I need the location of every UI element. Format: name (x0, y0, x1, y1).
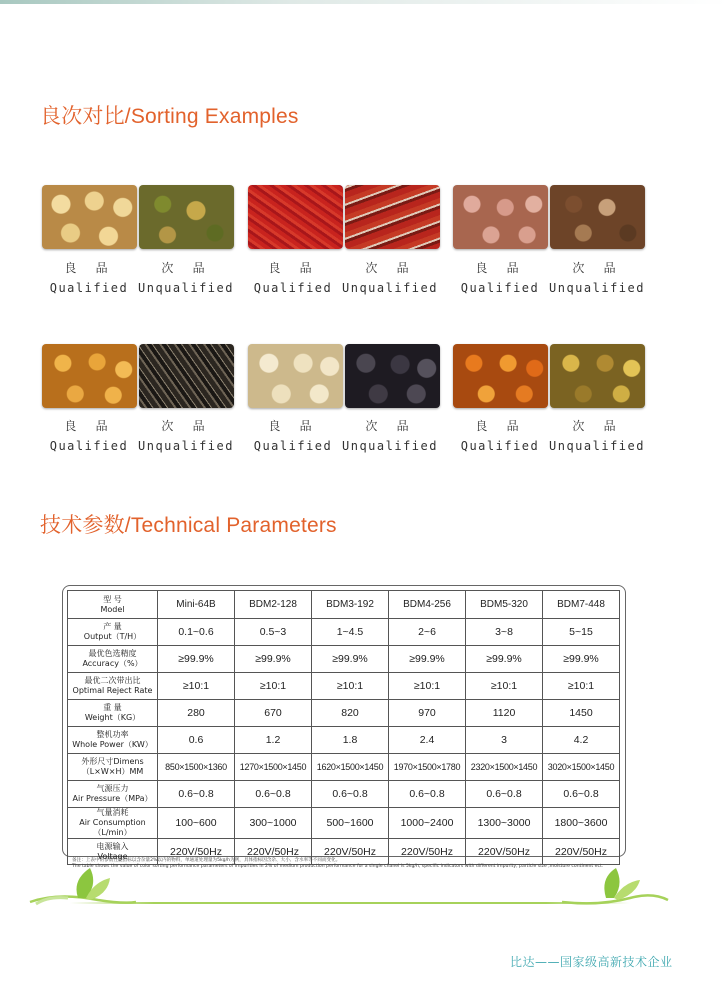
table-cell: 1120 (466, 700, 543, 727)
table-cell: 1300~3000 (466, 808, 543, 839)
table-cell: 500~1600 (312, 808, 389, 839)
table-cell: 0.6~0.8 (543, 781, 620, 808)
photo-corn-unqualified (550, 344, 645, 408)
row-label: 最优二次带出比 Optimal Reject Rate (68, 673, 158, 700)
row-label: 气源压力 Air Pressure（MPa） (68, 781, 158, 808)
table-cell: ≥99.9% (466, 646, 543, 673)
table-cell: 970 (389, 700, 466, 727)
model-header: BDM5-320 (466, 591, 543, 619)
table-row-air-consumption (68, 808, 620, 839)
caption-sunflower-seed-unqualified: 次 品 Unqualified (138, 419, 234, 453)
row-label: 电源输入 Voltage (68, 839, 158, 865)
table-cell: ≥10:1 (466, 673, 543, 700)
photo-soybean-qualified (42, 185, 137, 249)
table-cell: 220V/50Hz (466, 839, 543, 865)
table-cell: 1.8 (312, 727, 389, 754)
table-cell: 0.6 (158, 727, 235, 754)
parameters-table (67, 590, 620, 865)
caption-lotus-seed-unqualified: 次 品 Unqualified (342, 419, 438, 453)
table-cell: 1800~3600 (543, 808, 620, 839)
photo-corn-kernel-qualified (42, 344, 137, 408)
top-rule (0, 0, 728, 4)
row-label: 型 号 Model (68, 591, 158, 619)
caption-corn-kernel-qualified: 良 品 Qualified (49, 419, 129, 453)
caption-peanut-qualified: 良 品 Qualified (460, 261, 540, 295)
table-cell: 100~600 (158, 808, 235, 839)
footer-slogan: 比达——国家级高新技术企业 (510, 955, 673, 969)
caption-soybean-unqualified: 次 品 Unqualified (138, 261, 234, 295)
photo-corn-qualified (453, 344, 548, 408)
table-row-weight (68, 700, 620, 727)
table-cell: 1270×1500×1450 (235, 754, 312, 781)
table-cell: ≥99.9% (312, 646, 389, 673)
table-cell: 2320×1500×1450 (466, 754, 543, 781)
table-cell: 0.6~0.8 (466, 781, 543, 808)
table-cell: 0.6~0.8 (312, 781, 389, 808)
table-cell: 2.4 (389, 727, 466, 754)
table-cell: 3~8 (466, 619, 543, 646)
model-header: BDM3-192 (312, 591, 389, 619)
table-cell: 5~15 (543, 619, 620, 646)
table-cell: ≥10:1 (312, 673, 389, 700)
photo-goji-unqualified (345, 185, 440, 249)
table-row-power (68, 727, 620, 754)
model-header: BDM2-128 (235, 591, 312, 619)
table-cell: 820 (312, 700, 389, 727)
photo-peanut-qualified (453, 185, 548, 249)
table-cell: ≥10:1 (543, 673, 620, 700)
table-cell: ≥10:1 (235, 673, 312, 700)
table-cell: 300~1000 (235, 808, 312, 839)
table-cell: 1.2 (235, 727, 312, 754)
table-row-model (68, 591, 620, 619)
table-cell: 2~6 (389, 619, 466, 646)
caption-corn-qualified: 良 品 Qualified (460, 419, 540, 453)
table-cell: ≥10:1 (158, 673, 235, 700)
table-row-accuracy (68, 646, 620, 673)
table-cell: 220V/50Hz (158, 839, 235, 865)
sorting-examples-title: 良次对比/Sorting Examples (40, 105, 299, 128)
table-cell: 0.6~0.8 (158, 781, 235, 808)
caption-peanut-unqualified: 次 品 Unqualified (549, 261, 645, 295)
model-header: BDM4-256 (389, 591, 466, 619)
photo-lotus-seed-unqualified (345, 344, 440, 408)
technical-parameters-title: 技术参数/Technical Parameters (40, 514, 337, 537)
green-underline (70, 902, 630, 904)
table-cell: 1000~2400 (389, 808, 466, 839)
table-row-dimensions (68, 754, 620, 781)
table-cell: 1970×1500×1780 (389, 754, 466, 781)
table-cell: 280 (158, 700, 235, 727)
table-cell: 0.6~0.8 (235, 781, 312, 808)
table-row-air-pressure (68, 781, 620, 808)
table-cell: ≥99.9% (235, 646, 312, 673)
table-cell: 670 (235, 700, 312, 727)
photo-goji-qualified (248, 185, 343, 249)
caption-goji-qualified: 良 品 Qualified (253, 261, 333, 295)
row-label: 整机功率 Whole Power（KW） (68, 727, 158, 754)
table-cell: 220V/50Hz (389, 839, 466, 865)
table-cell: 0.6~0.8 (389, 781, 466, 808)
table-cell: ≥99.9% (389, 646, 466, 673)
table-cell: ≥99.9% (543, 646, 620, 673)
photo-soybean-unqualified (139, 185, 234, 249)
table-row-reject-rate (68, 673, 620, 700)
row-label: 外形尺寸Dimens （L×W×H）MM (68, 754, 158, 781)
photo-peanut-unqualified (550, 185, 645, 249)
table-cell: 220V/50Hz (235, 839, 312, 865)
table-cell: 4.2 (543, 727, 620, 754)
photo-sunflower-seed-unqualified (139, 344, 234, 408)
table-cell: 1450 (543, 700, 620, 727)
row-label: 气量消耗 Air Consumption（L/min） (68, 808, 158, 839)
table-cell: ≥10:1 (389, 673, 466, 700)
table-cell: 220V/50Hz (543, 839, 620, 865)
table-footnote: 备注：上表中的参数性能指标以含杂量2%以内的物料，单通道处理量为5kg/h为例，具体指标因含杂、大小、含水率等不同而变化。 The table shows the value of color sorting performance parameters of impurities in 2% of medium production performance for a single chanel is 5kg/h, specific indicators with different impurity, particle size ,moisture continent ect. (72, 858, 604, 869)
table-cell: 0.5~3 (235, 619, 312, 646)
leaf-swoosh-left-icon (28, 862, 138, 912)
table-cell: ≥99.9% (158, 646, 235, 673)
row-label: 最优色选精度 Accuracy（%） (68, 646, 158, 673)
table-cell: 0.1~0.6 (158, 619, 235, 646)
table-cell: 1620×1500×1450 (312, 754, 389, 781)
table-cell: 3 (466, 727, 543, 754)
table-cell: 1~4.5 (312, 619, 389, 646)
photo-lotus-seed-qualified (248, 344, 343, 408)
caption-soybean-qualified: 良 品 Qualified (49, 261, 129, 295)
caption-corn-unqualified: 次 品 Unqualified (549, 419, 645, 453)
table-row-output (68, 619, 620, 646)
table-cell: 220V/50Hz (312, 839, 389, 865)
model-header: BDM7-448 (543, 591, 620, 619)
leaf-swoosh-right-icon (560, 862, 670, 912)
caption-lotus-seed-qualified: 良 品 Qualified (253, 419, 333, 453)
caption-goji-unqualified: 次 品 Unqualified (342, 261, 438, 295)
row-label: 重 量 Weight（KG） (68, 700, 158, 727)
model-header: Mini-64B (158, 591, 235, 619)
table-cell: 850×1500×1360 (158, 754, 235, 781)
table-cell: 3020×1500×1450 (543, 754, 620, 781)
row-label: 产 量 Output（T/H） (68, 619, 158, 646)
